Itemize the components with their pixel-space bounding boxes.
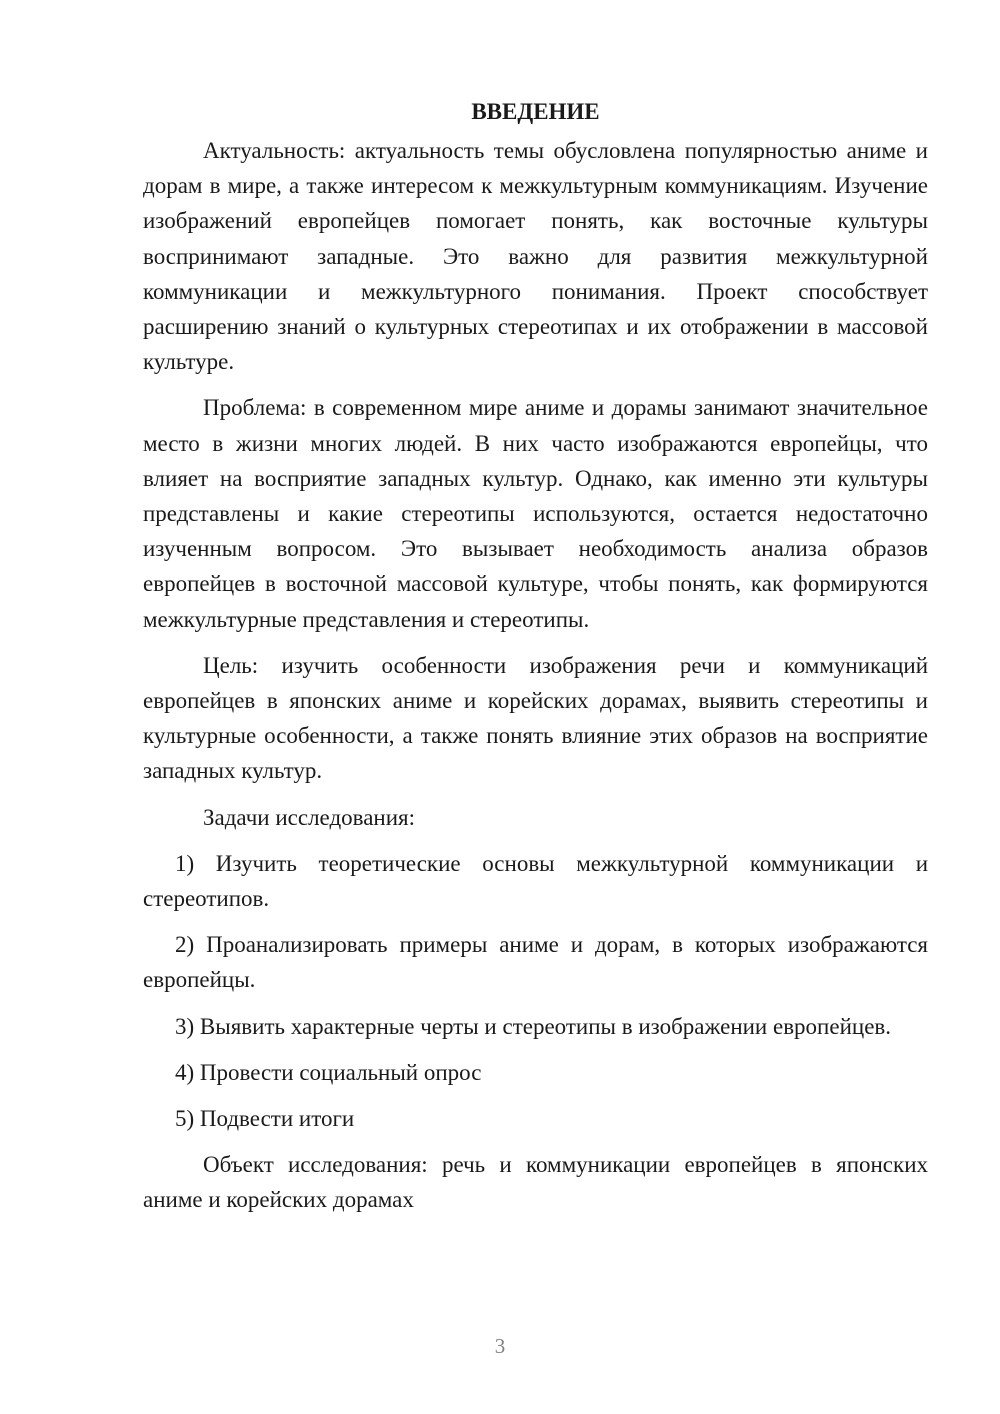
page-number: 3 bbox=[494, 1334, 506, 1358]
tasks-heading: Задачи исследования: bbox=[203, 804, 416, 830]
goal-paragraph: Цель: изучить особенности изображения речи и коммуникаций европейцев в японских аниме и корейских дорамах, выявить стереотипы и культурные особенности, а также понять влияние этих образов на восприятие западных культур. bbox=[143, 652, 928, 784]
tasks-list bbox=[143, 846, 928, 1136]
relevance-paragraph: Актуальность: актуальность темы обусловлена популярностью аниме и дорам в мире, а также интересом к межкультурным коммуникациям. Изучение изображений европейцев помогает понять, как восточные культуры воспринимают западные. Это важно для развития межкультурной коммуникации и межкультурного понимания. Проект способствует расширению знаний о культурных стереотипах и их отображении в массовой культуре. bbox=[143, 138, 928, 375]
problem-paragraph: Проблема: в современном мире аниме и дорамы занимают значительное место в жизни многих людей. В них часто изображаются европейцы, что влияет на восприятие западных культур. Однако, как именно эти культуры представлены и какие стереотипы используются, остается недостаточно изученным вопросом. Это вызывает необходимость анализа образов европейцев в восточной массовой культуре, чтобы понять, как формируются межкультурные представления и стереотипы. bbox=[143, 395, 928, 632]
task-item: 3) Выявить характерные черты и стереотипы в изображении европейцев. bbox=[175, 1013, 892, 1039]
page-title: ВВЕДЕНИЕ bbox=[471, 99, 600, 124]
document-page bbox=[143, 94, 928, 1229]
task-item: 5) Подвести итоги bbox=[175, 1106, 355, 1132]
task-item: 1) Изучить теоретические основы межкультурной коммуникации и стереотипов. bbox=[143, 850, 928, 912]
task-item: 2) Проанализировать примеры аниме и дорам, в которых изображаются европейцы. bbox=[143, 932, 928, 993]
task-item: 4) Провести социальный опрос bbox=[175, 1059, 482, 1085]
object-paragraph: Объект исследования: речь и коммуникации европейцев в японских аниме и корейских дорамах bbox=[143, 1152, 928, 1213]
